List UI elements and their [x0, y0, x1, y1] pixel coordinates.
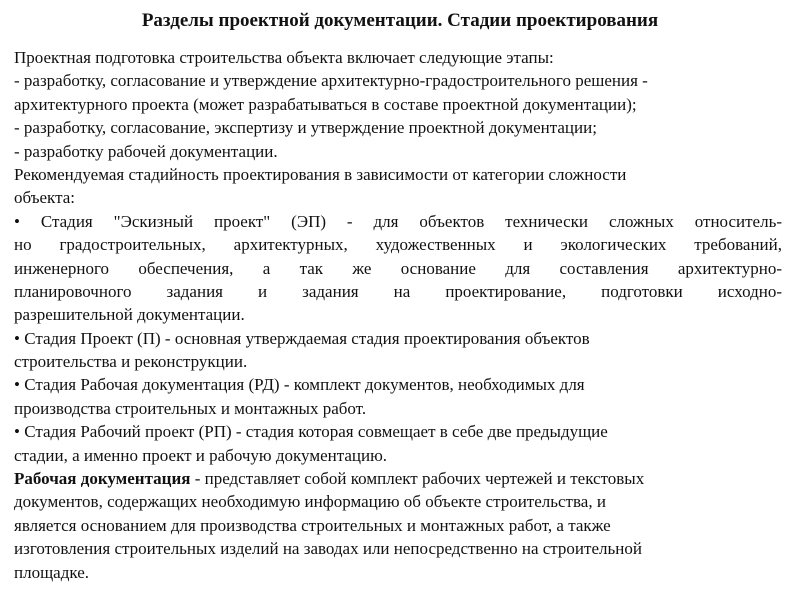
- definition-text: - представляет собой комплект рабочих чертежей и текстовых: [190, 469, 645, 489]
- text-line: изготовления строительных изделий на заводах или непосредственно на строительной: [14, 539, 642, 559]
- text-line: архитектурного проекта (может разрабатываться в составе проектной документации);: [14, 94, 637, 114]
- text-line: разрешительной документации.: [14, 305, 245, 325]
- bullet-line: • Стадия Рабочая документация (РД) - комплект документов, необходимых для: [14, 375, 585, 395]
- page-title: Разделы проектной документации. Стадии проектирования: [141, 10, 659, 31]
- bullet-line: • Стадия Рабочий проект (РП) - стадия которая совмещает в себе две предыдущие: [14, 422, 608, 442]
- text-line: площадке.: [14, 562, 89, 582]
- text-line: инженерного обеспечения, а так же основание для составления архитектурно-: [14, 258, 782, 278]
- text-line: производства строительных и монтажных работ.: [14, 398, 367, 418]
- bullet-line: • Стадия "Эскизный проект" (ЭП) - для объектов технически сложных относитель-: [14, 211, 782, 231]
- text-line: - разработку, согласование, экспертизу и утверждение проектной документации;: [14, 118, 597, 138]
- definition-line: [14, 467, 782, 490]
- text-line: является основанием для производства строительных и монтажных работ, а также: [14, 515, 611, 535]
- text-line: строительства и реконструкции.: [14, 352, 248, 372]
- bullet-line: • Стадия Проект (П) - основная утверждаемая стадия проектирования объектов: [14, 328, 590, 348]
- text-line: объекта:: [14, 188, 76, 208]
- text-line: - разработку, согласование и утверждение архитектурно-градостроительного решения -: [14, 71, 648, 91]
- text-line: стадии, а именно проект и рабочую документацию.: [14, 445, 388, 465]
- definition-term: Рабочая документация: [14, 469, 191, 489]
- text-line: но градостроительных, архитектурных, художественных и экологических требований,: [14, 235, 782, 255]
- text-line: Проектная подготовка строительства объекта включает следующие этапы:: [14, 48, 554, 67]
- text-line: Рекомендуемая стадийность проектирования в зависимости от категории сложности: [14, 164, 627, 184]
- text-line: документов, содержащих необходимую информацию об объекте строительства, и: [14, 492, 606, 512]
- document-body: [14, 46, 782, 584]
- text-line: планировочного задания и задания на проектирование, подготовки исходно-: [14, 281, 782, 301]
- text-line: - разработку рабочей документации.: [14, 141, 278, 161]
